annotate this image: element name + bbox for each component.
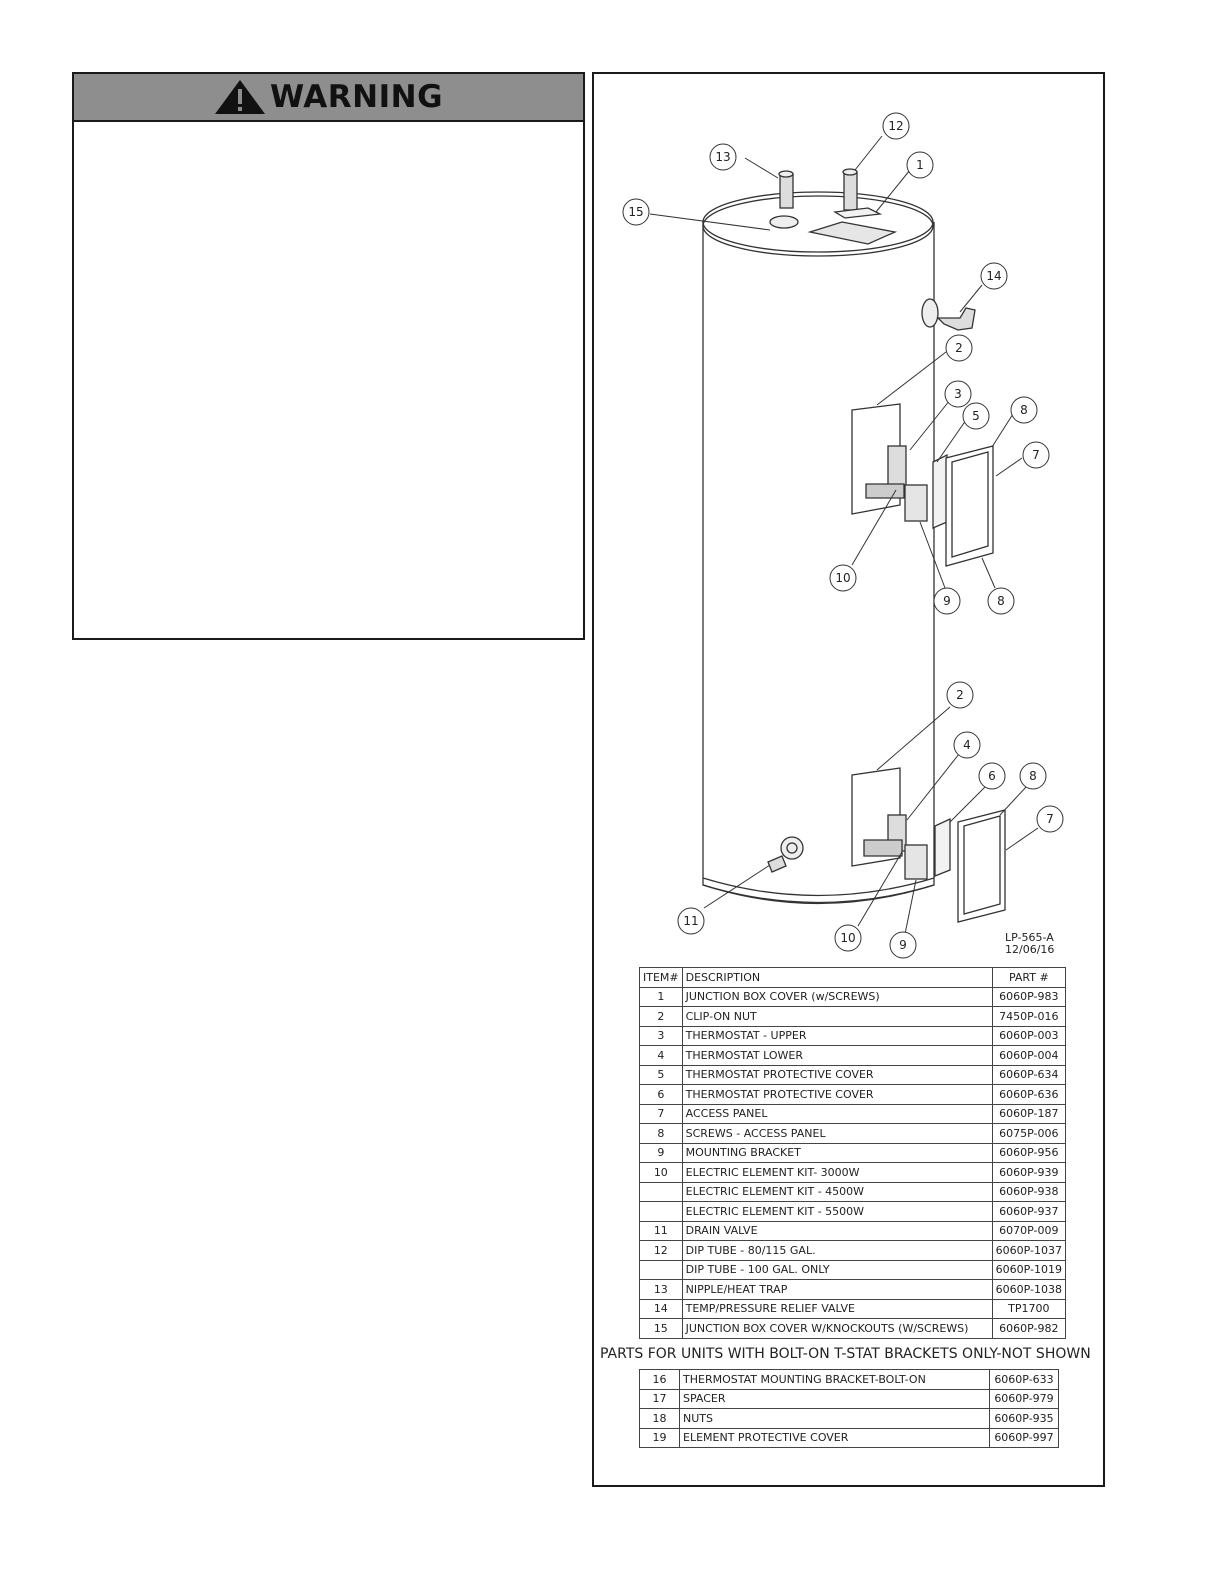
part-number-cell: 6060P-633 <box>990 1370 1059 1390</box>
part-number-cell: 6060P-1038 <box>992 1280 1065 1300</box>
item-number-cell: 10 <box>640 1163 683 1183</box>
item-number-cell: 15 <box>640 1319 683 1339</box>
tank-top <box>703 192 933 252</box>
table-row <box>640 1104 1066 1124</box>
svg-text:7: 7 <box>1032 448 1040 462</box>
callout-4 <box>954 732 980 758</box>
description-cell: DIP TUBE - 100 GAL. ONLY <box>682 1260 992 1280</box>
part-number-cell: 6075P-006 <box>992 1124 1065 1144</box>
description-cell: MOUNTING BRACKET <box>682 1143 992 1163</box>
part-number-cell: 6060P-187 <box>992 1104 1065 1124</box>
callout-11 <box>678 908 704 934</box>
callout-5 <box>963 403 989 429</box>
callout-10-upper <box>830 565 856 591</box>
callout-14 <box>981 263 1007 289</box>
part-number-cell: PART # <box>992 968 1065 988</box>
item-number-cell: 1 <box>640 987 683 1007</box>
svg-text:10: 10 <box>840 931 856 945</box>
table-row <box>640 1241 1066 1261</box>
nipple-13 <box>780 174 793 208</box>
parts-table <box>639 967 1066 1339</box>
table-row <box>640 1182 1066 1202</box>
callout-6 <box>979 763 1005 789</box>
callout-8-upper-bottom <box>988 588 1014 614</box>
svg-text:9: 9 <box>943 594 951 608</box>
part-number-cell: 6060P-636 <box>992 1085 1065 1105</box>
drawing-ref-code: LP-565-A <box>1005 931 1054 944</box>
part-number-cell: 6060P-004 <box>992 1046 1065 1066</box>
svg-text:14: 14 <box>986 269 1002 283</box>
part-number-cell: 6060P-935 <box>990 1409 1059 1429</box>
table-header-row <box>640 968 1066 988</box>
item-number-cell: 5 <box>640 1065 683 1085</box>
description-cell: SPACER <box>680 1389 990 1409</box>
description-cell: ACCESS PANEL <box>682 1104 992 1124</box>
table-row <box>640 1260 1066 1280</box>
table-row <box>640 1221 1066 1241</box>
table-row <box>640 987 1066 1007</box>
callout-7-upper <box>1023 442 1049 468</box>
item-number-cell: 11 <box>640 1221 683 1241</box>
table-row <box>640 1202 1066 1222</box>
item-number-cell: 19 <box>640 1428 680 1448</box>
part-number-cell: 6060P-634 <box>992 1065 1065 1085</box>
part-number-cell: 7450P-016 <box>992 1007 1065 1027</box>
tp-valve <box>922 299 938 327</box>
drain-valve-port <box>781 837 803 859</box>
table-row <box>640 1280 1066 1300</box>
description-cell: THERMOSTAT PROTECTIVE COVER <box>682 1065 992 1085</box>
callout-13 <box>710 144 736 170</box>
svg-text:2: 2 <box>956 688 964 702</box>
item-number-cell: 17 <box>640 1389 680 1409</box>
description-cell: NIPPLE/HEAT TRAP <box>682 1280 992 1300</box>
item-number-cell: 8 <box>640 1124 683 1144</box>
upper-access-panel <box>946 446 993 566</box>
part-number-cell: 6060P-938 <box>992 1182 1065 1202</box>
part-number-cell: 6060P-982 <box>992 1319 1065 1339</box>
part-number-cell: 6060P-1019 <box>992 1260 1065 1280</box>
description-cell: DIP TUBE - 80/115 GAL. <box>682 1241 992 1261</box>
svg-text:10: 10 <box>835 571 851 585</box>
svg-text:8: 8 <box>1020 403 1028 417</box>
part-number-cell: 6060P-956 <box>992 1143 1065 1163</box>
description-cell: DRAIN VALVE <box>682 1221 992 1241</box>
bolt-on-parts-table <box>639 1369 1059 1448</box>
svg-text:2: 2 <box>955 341 963 355</box>
callout-10-lower <box>835 925 861 951</box>
svg-text:3: 3 <box>954 387 962 401</box>
part-number-cell: 6060P-997 <box>990 1428 1059 1448</box>
item-number-cell: 6 <box>640 1085 683 1105</box>
description-cell: THERMOSTAT MOUNTING BRACKET-BOLT-ON <box>680 1370 990 1390</box>
item-number-cell: 13 <box>640 1280 683 1300</box>
description-cell: THERMOSTAT LOWER <box>682 1046 992 1066</box>
description-cell: CLIP-ON NUT <box>682 1007 992 1027</box>
callout-2-lower <box>947 682 973 708</box>
svg-text:6: 6 <box>988 769 996 783</box>
description-cell: SCREWS - ACCESS PANEL <box>682 1124 992 1144</box>
description-cell: JUNCTION BOX COVER (w/SCREWS) <box>682 987 992 1007</box>
part-number-cell: 6060P-1037 <box>992 1241 1065 1261</box>
callout-8-lower <box>1020 763 1046 789</box>
svg-text:8: 8 <box>1029 769 1037 783</box>
callout-1 <box>907 152 933 178</box>
table-row <box>640 1428 1059 1448</box>
table-row <box>640 1163 1066 1183</box>
table-row <box>640 1007 1066 1027</box>
description-cell: ELECTRIC ELEMENT KIT - 5500W <box>682 1202 992 1222</box>
svg-text:15: 15 <box>628 205 644 219</box>
drawing-reference <box>1005 932 1054 956</box>
item-number-cell: 4 <box>640 1046 683 1066</box>
callout-15 <box>623 199 649 225</box>
item-number-cell: 18 <box>640 1409 680 1429</box>
part-number-cell: 6060P-003 <box>992 1026 1065 1046</box>
item-number-cell: 16 <box>640 1370 680 1390</box>
description-cell: THERMOSTAT PROTECTIVE COVER <box>682 1085 992 1105</box>
callout-3 <box>945 381 971 407</box>
description-cell: ELECTRIC ELEMENT KIT- 3000W <box>682 1163 992 1183</box>
table-row <box>640 1370 1059 1390</box>
callout-7-lower <box>1037 806 1063 832</box>
item-number-cell: ITEM# <box>640 968 683 988</box>
part-number-cell: 6060P-939 <box>992 1163 1065 1183</box>
svg-text:4: 4 <box>963 738 971 752</box>
svg-text:1: 1 <box>916 158 924 172</box>
part-number-cell: TP1700 <box>992 1299 1065 1319</box>
description-cell: NUTS <box>680 1409 990 1429</box>
description-cell: ELECTRIC ELEMENT KIT - 4500W <box>682 1182 992 1202</box>
description-cell: ELEMENT PROTECTIVE COVER <box>680 1428 990 1448</box>
dip-tube-12 <box>844 172 857 210</box>
svg-text:5: 5 <box>972 409 980 423</box>
table-row <box>640 1143 1066 1163</box>
table-row <box>640 1124 1066 1144</box>
table-row <box>640 1319 1066 1339</box>
description-cell: DESCRIPTION <box>682 968 992 988</box>
svg-text:12: 12 <box>888 119 904 133</box>
table-row <box>640 1409 1059 1429</box>
drawing-ref-date: 12/06/16 <box>1005 943 1055 956</box>
callout-9-upper <box>934 588 960 614</box>
item-number-cell: 2 <box>640 1007 683 1027</box>
svg-text:9: 9 <box>899 938 907 952</box>
callout-2-upper <box>946 335 972 361</box>
item-number-cell: 14 <box>640 1299 683 1319</box>
table-row <box>640 1389 1059 1409</box>
callout-12 <box>883 113 909 139</box>
table-row <box>640 1299 1066 1319</box>
callout-9-lower <box>890 932 916 958</box>
svg-text:8: 8 <box>997 594 1005 608</box>
table-row <box>640 1026 1066 1046</box>
bolt-on-note: PARTS FOR UNITS WITH BOLT-ON T-STAT BRACKETS ONLY-NOT SHOWN <box>600 1346 1091 1362</box>
svg-text:11: 11 <box>683 914 699 928</box>
part-number-cell: 6060P-983 <box>992 987 1065 1007</box>
warning-title: WARNING <box>269 79 444 115</box>
description-cell: JUNCTION BOX COVER W/KNOCKOUTS (W/SCREWS) <box>682 1319 992 1339</box>
table-row <box>640 1085 1066 1105</box>
item-number-cell: 3 <box>640 1026 683 1046</box>
svg-text:13: 13 <box>715 150 731 164</box>
item-number-cell <box>640 1202 683 1222</box>
description-cell: TEMP/PRESSURE RELIEF VALVE <box>682 1299 992 1319</box>
part-number-cell: 6070P-009 <box>992 1221 1065 1241</box>
part-number-cell: 6060P-979 <box>990 1389 1059 1409</box>
svg-text:7: 7 <box>1046 812 1054 826</box>
item-number-cell <box>640 1182 683 1202</box>
item-number-cell: 9 <box>640 1143 683 1163</box>
table-row <box>640 1065 1066 1085</box>
item-number-cell: 7 <box>640 1104 683 1124</box>
part-number-cell: 6060P-937 <box>992 1202 1065 1222</box>
description-cell: THERMOSTAT - UPPER <box>682 1026 992 1046</box>
item-number-cell <box>640 1260 683 1280</box>
item-number-cell: 12 <box>640 1241 683 1261</box>
callout-8-upper-top <box>1011 397 1037 423</box>
table-row <box>640 1046 1066 1066</box>
